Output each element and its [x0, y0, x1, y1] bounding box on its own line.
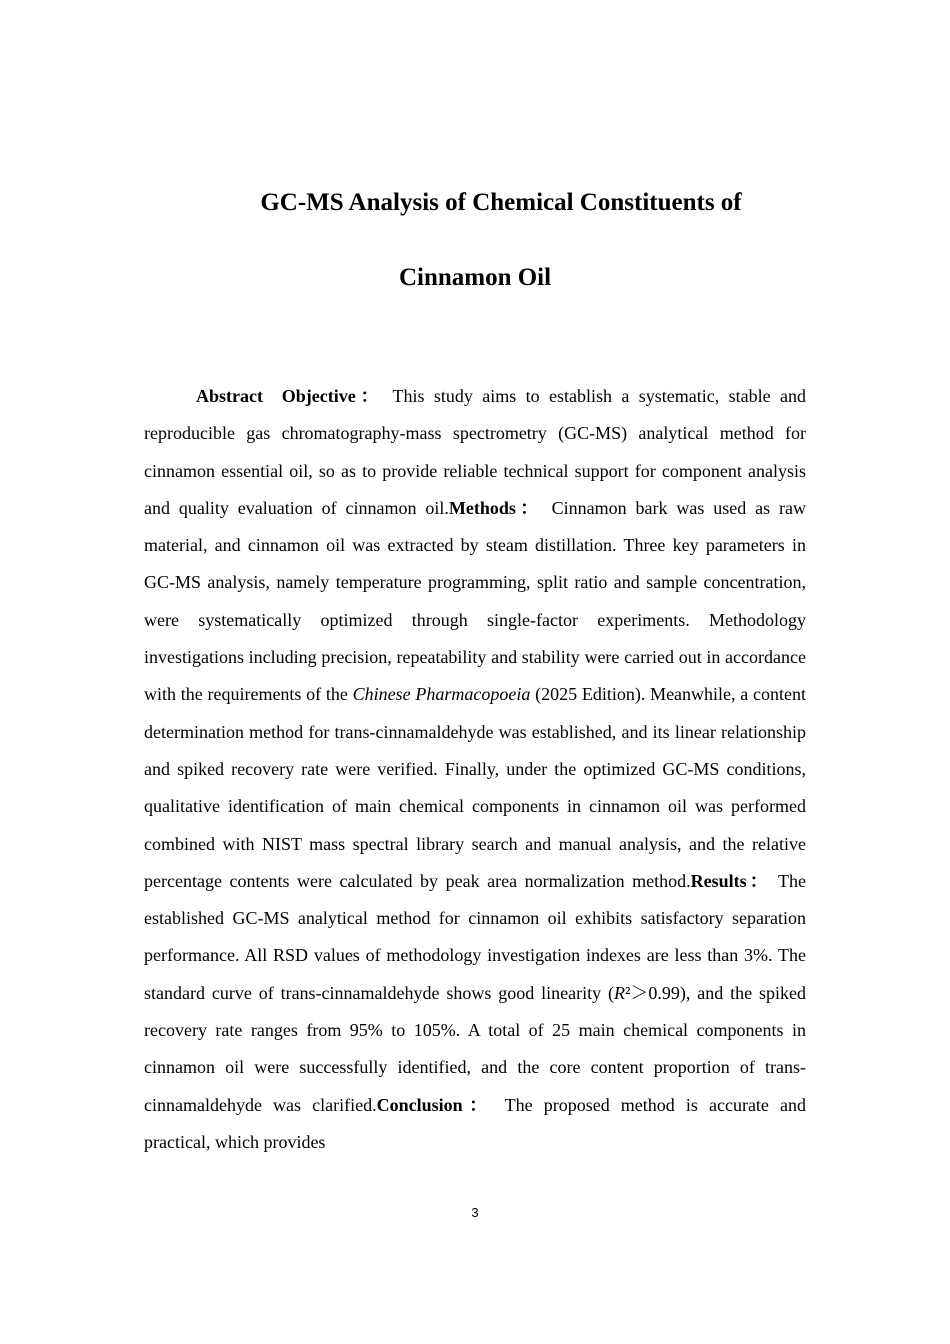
results-label: Results： — [690, 870, 771, 891]
methods-text-1: Cinnamon bark was used as raw material, and cinnamon oil was extracted by steam distillation. Three key parameters in GC-MS analysis, namely temperature programming, split ratio and sample concentration, were systematically optimized through single-factor experiments. Methodology investigations including precision, repeatability and stability were carried out in accordance with the requirements of the — [144, 497, 807, 705]
page-number: 3 — [471, 1205, 479, 1220]
r-squared-symbol: R — [614, 982, 625, 1003]
pharmacopoeia-title: Chinese Pharmacopoeia — [352, 684, 531, 705]
methods-text-2: (2025 Edition). Meanwhile, a content determination method for trans-cinnamaldehyde was established, and its linear relationship and spiked recovery rate were verified. Finally, under the optimized GC-MS conditions, qualitative identification of main chemical components in cinnamon oil was performed combined with NIST mass spectral library search and manual analysis, and the relative percentage contents were calculated by peak area normalization method. — [144, 684, 806, 891]
abstract-paragraph — [144, 378, 806, 1161]
results-text-1: The established GC-MS analytical method for cinnamon oil exhibits satisfactory separation performance. All RSD values of methodology investigation indexes are less than 3%. The standard curve of trans-cinnamaldehyde shows good linearity ( — [144, 870, 806, 1003]
abstract-heading: Abstract — [196, 386, 263, 406]
objective-label: Objective： — [281, 386, 384, 406]
methods-label: Methods： — [448, 497, 543, 518]
paper-title-line-2: Cinnamon Oil — [398, 264, 552, 291]
conclusion-text: The proposed method is accurate and practical, which provides — [144, 1094, 807, 1152]
objective-text: This study aims to establish a systematic, stable and reproducible gas chromatography-mass spectrometry (GC-MS) analytical method for cinnamon essential oil, so as to provide reliable technical support for component analysis and quality evaluation of cinnamon oil. — [144, 386, 807, 518]
conclusion-label: Conclusion： — [376, 1094, 494, 1115]
results-text-2: ²＞0.99), and the spiked recovery rate ranges from 95% to 105%. A total of 25 main chemical components in cinnamon oil were successfully identified, and the core content proportion of trans-cinnamaldehyde was clarified. — [144, 982, 806, 1115]
paper-title-line-1: GC-MS Analysis of Chemical Constituents of — [260, 189, 742, 216]
